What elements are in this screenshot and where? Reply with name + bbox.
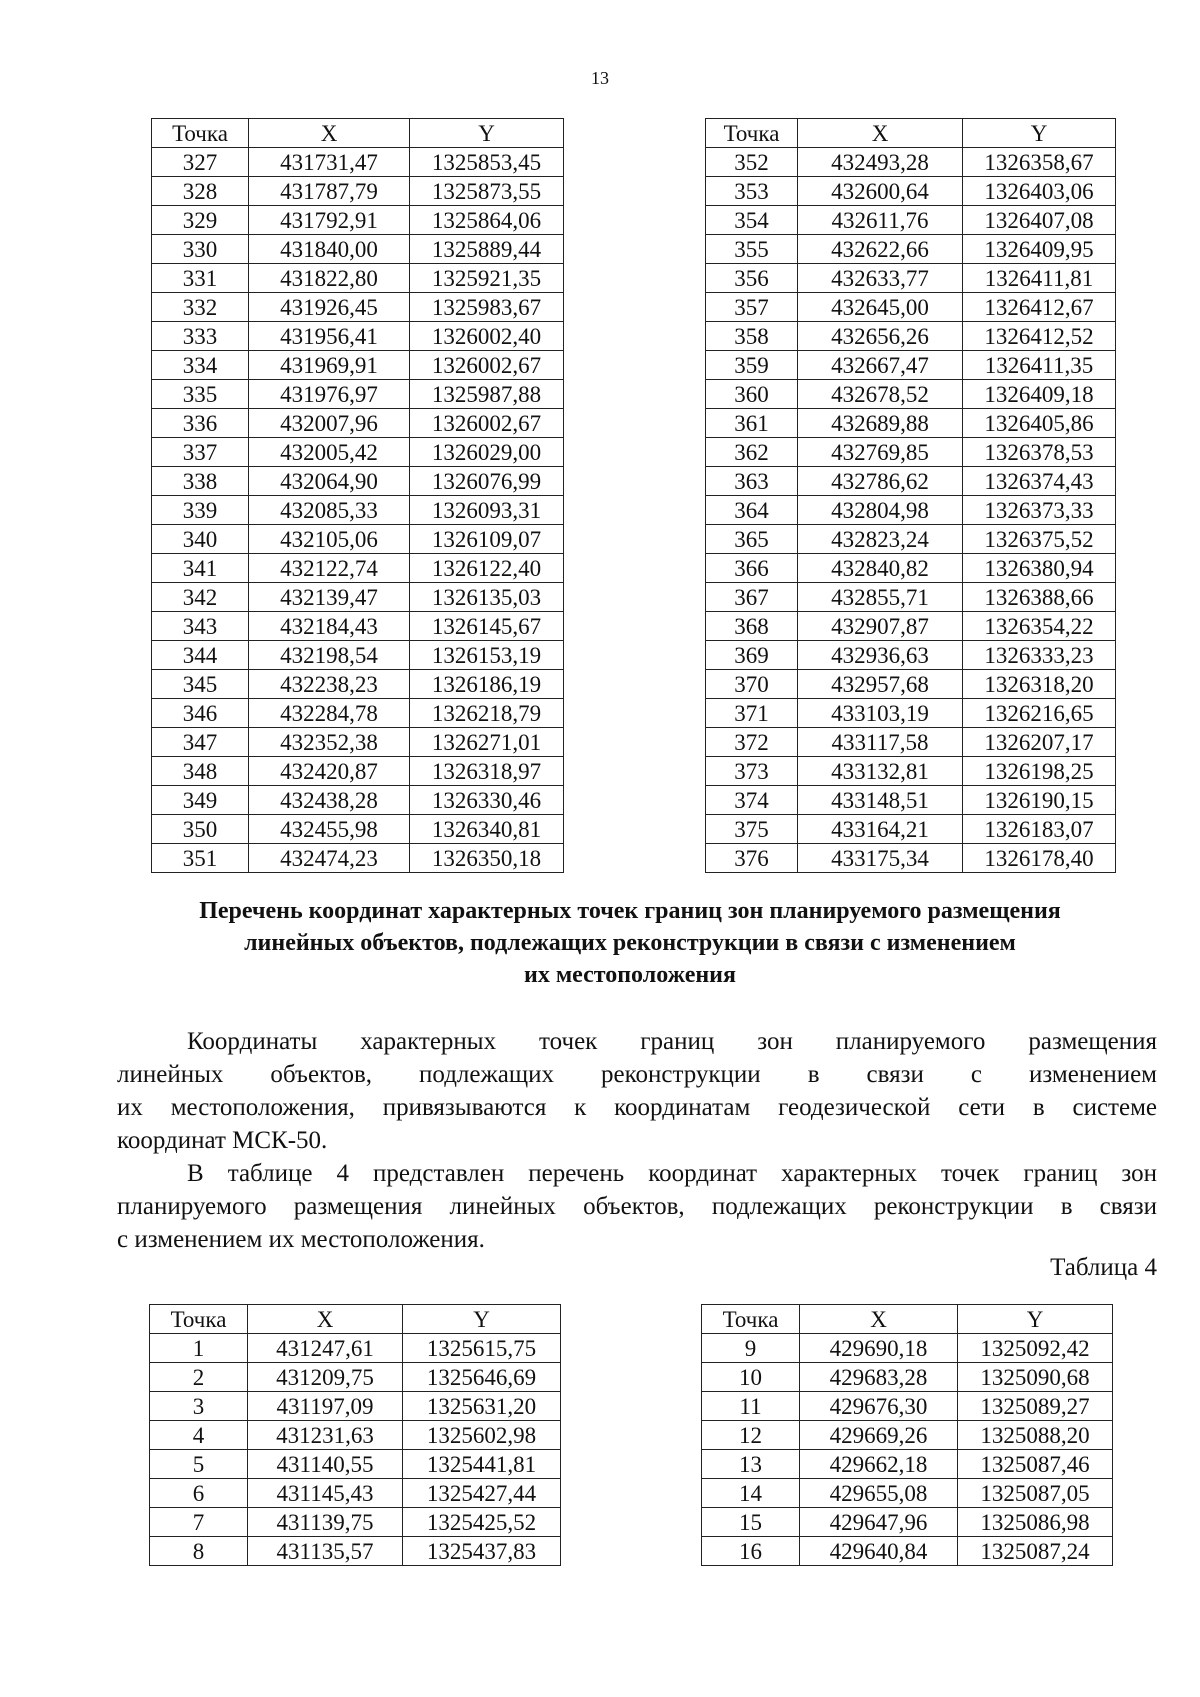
- y-cell: 1325864,06: [410, 206, 564, 235]
- point-cell: 333: [152, 322, 249, 351]
- y-cell: 1325089,27: [958, 1392, 1113, 1421]
- table-row: [152, 554, 564, 583]
- point-cell: 330: [152, 235, 249, 264]
- y-cell: 1326330,46: [410, 786, 564, 815]
- point-cell: 367: [706, 583, 798, 612]
- point-cell: 361: [706, 409, 798, 438]
- point-cell: 356: [706, 264, 798, 293]
- point-cell: 362: [706, 438, 798, 467]
- point-cell: 335: [152, 380, 249, 409]
- table-header-row: [150, 1305, 561, 1334]
- x-cell: 432007,96: [249, 409, 410, 438]
- paragraph-line: их местоположения, привязываются к координатам геодезической сети в системе: [117, 1094, 1157, 1121]
- table-row: [706, 177, 1116, 206]
- table-row: [706, 351, 1116, 380]
- y-header: Y: [410, 119, 564, 148]
- point-cell: 12: [702, 1421, 800, 1450]
- table-row: [706, 235, 1116, 264]
- y-cell: 1325086,98: [958, 1508, 1113, 1537]
- y-cell: 1326358,67: [963, 148, 1116, 177]
- point-cell: 343: [152, 612, 249, 641]
- paragraph-line: линейных объектов, подлежащих реконструкции в связи с изменением: [117, 1061, 1157, 1088]
- x-cell: 432420,87: [249, 757, 410, 786]
- x-cell: 431247,61: [248, 1334, 403, 1363]
- point-cell: 371: [706, 699, 798, 728]
- y-cell: 1326198,25: [963, 757, 1116, 786]
- point-cell: 16: [702, 1537, 800, 1566]
- section-heading: [100, 895, 1160, 991]
- y-cell: 1326076,99: [410, 467, 564, 496]
- y-cell: 1326411,35: [963, 351, 1116, 380]
- x-cell: 433132,81: [798, 757, 963, 786]
- y-cell: 1326271,01: [410, 728, 564, 757]
- heading-line: их местоположения: [523, 962, 736, 988]
- table-row: [702, 1363, 1113, 1392]
- x-cell: 433117,58: [798, 728, 963, 757]
- table-row: [702, 1392, 1113, 1421]
- table-row: [706, 612, 1116, 641]
- table-label: Таблица 4: [1050, 1254, 1157, 1281]
- point-cell: 10: [702, 1363, 800, 1392]
- table-row: [706, 264, 1116, 293]
- table-row: [702, 1421, 1113, 1450]
- y-cell: 1326412,67: [963, 293, 1116, 322]
- point-cell: 370: [706, 670, 798, 699]
- x-cell: 432840,82: [798, 554, 963, 583]
- x-cell: 432455,98: [249, 815, 410, 844]
- point-cell: 4: [150, 1421, 248, 1450]
- table-row: [152, 148, 564, 177]
- point-cell: 6: [150, 1479, 248, 1508]
- y-cell: 1326411,81: [963, 264, 1116, 293]
- table-row: [702, 1537, 1113, 1566]
- y-cell: 1326109,07: [410, 525, 564, 554]
- table-row: [702, 1479, 1113, 1508]
- x-cell: 432474,23: [249, 844, 410, 873]
- table-row: [152, 525, 564, 554]
- x-cell: 429662,18: [800, 1450, 958, 1479]
- heading-line: Перечень координат характерных точек границ зон планируемого размещения: [199, 898, 1061, 924]
- table-4-left: [149, 1304, 561, 1566]
- table-row: [150, 1537, 561, 1566]
- table-row: [706, 728, 1116, 757]
- y-cell: 1326409,18: [963, 380, 1116, 409]
- table-row: [152, 786, 564, 815]
- y-cell: 1326002,40: [410, 322, 564, 351]
- point-cell: 338: [152, 467, 249, 496]
- y-cell: 1326340,81: [410, 815, 564, 844]
- table-row: [152, 235, 564, 264]
- point-cell: 336: [152, 409, 249, 438]
- x-cell: 432284,78: [249, 699, 410, 728]
- y-cell: 1325427,44: [403, 1479, 561, 1508]
- y-cell: 1325646,69: [403, 1363, 561, 1392]
- table-row: [702, 1450, 1113, 1479]
- table-row: [152, 583, 564, 612]
- y-cell: 1326145,67: [410, 612, 564, 641]
- x-cell: 432855,71: [798, 583, 963, 612]
- x-cell: 429676,30: [800, 1392, 958, 1421]
- x-cell: 432656,26: [798, 322, 963, 351]
- table-row: [150, 1334, 561, 1363]
- table-row: [706, 467, 1116, 496]
- x-header: X: [248, 1305, 403, 1334]
- point-cell: 14: [702, 1479, 800, 1508]
- x-cell: 431956,41: [249, 322, 410, 351]
- x-cell: 431135,57: [248, 1537, 403, 1566]
- table-row: [152, 351, 564, 380]
- paragraph-line: координат МСК-50.: [117, 1127, 328, 1154]
- x-cell: 429647,96: [800, 1508, 958, 1537]
- x-cell: 433175,34: [798, 844, 963, 873]
- table-row: [152, 815, 564, 844]
- x-header: X: [798, 119, 963, 148]
- x-cell: 431969,91: [249, 351, 410, 380]
- point-cell: 350: [152, 815, 249, 844]
- table-row: [152, 206, 564, 235]
- point-cell: 355: [706, 235, 798, 264]
- table-row: [152, 496, 564, 525]
- y-cell: 1326354,22: [963, 612, 1116, 641]
- paragraph-line: Координаты характерных точек границ зон планируемого размещения: [187, 1028, 1157, 1055]
- point-cell: 5: [150, 1450, 248, 1479]
- point-cell: 374: [706, 786, 798, 815]
- point-cell: 368: [706, 612, 798, 641]
- x-cell: 432769,85: [798, 438, 963, 467]
- y-cell: 1325092,42: [958, 1334, 1113, 1363]
- x-cell: 432804,98: [798, 496, 963, 525]
- paragraph-1: [117, 1025, 1157, 1157]
- y-cell: 1326216,65: [963, 699, 1116, 728]
- x-cell: 432238,23: [249, 670, 410, 699]
- x-cell: 432122,74: [249, 554, 410, 583]
- y-cell: 1326122,40: [410, 554, 564, 583]
- table-row: [152, 641, 564, 670]
- table-row: [152, 844, 564, 873]
- table-row: [150, 1479, 561, 1508]
- table-row: [152, 409, 564, 438]
- table-row: [150, 1450, 561, 1479]
- point-cell: 2: [150, 1363, 248, 1392]
- table-row: [706, 757, 1116, 786]
- x-header: X: [249, 119, 410, 148]
- y-cell: 1326178,40: [963, 844, 1116, 873]
- x-cell: 431231,63: [248, 1421, 403, 1450]
- x-cell: 432823,24: [798, 525, 963, 554]
- y-cell: 1326029,00: [410, 438, 564, 467]
- table-row: [152, 177, 564, 206]
- x-cell: 432184,43: [249, 612, 410, 641]
- x-cell: 432786,62: [798, 467, 963, 496]
- x-cell: 432957,68: [798, 670, 963, 699]
- point-cell: 15: [702, 1508, 800, 1537]
- y-cell: 1325921,35: [410, 264, 564, 293]
- y-cell: 1326318,97: [410, 757, 564, 786]
- point-header: Точка: [152, 119, 249, 148]
- point-cell: 375: [706, 815, 798, 844]
- table-row: [152, 293, 564, 322]
- paragraph-line: В таблице 4 представлен перечень координат характерных точек границ зон: [187, 1160, 1157, 1187]
- point-cell: 353: [706, 177, 798, 206]
- point-cell: 345: [152, 670, 249, 699]
- x-cell: 432139,47: [249, 583, 410, 612]
- table-row: [152, 670, 564, 699]
- point-cell: 8: [150, 1537, 248, 1566]
- y-cell: 1326375,52: [963, 525, 1116, 554]
- y-cell: 1325425,52: [403, 1508, 561, 1537]
- x-cell: 432493,28: [798, 148, 963, 177]
- y-cell: 1326135,03: [410, 583, 564, 612]
- y-cell: 1326153,19: [410, 641, 564, 670]
- x-cell: 429690,18: [800, 1334, 958, 1363]
- table-row: [706, 148, 1116, 177]
- table-row: [706, 786, 1116, 815]
- table-header-row: [152, 119, 564, 148]
- y-cell: 1326333,23: [963, 641, 1116, 670]
- table-row: [706, 554, 1116, 583]
- paragraph-line: планируемого размещения линейных объектов, подлежащих реконструкции в связи: [117, 1193, 1157, 1220]
- coordinates-table-top-right: [705, 118, 1116, 873]
- point-cell: 373: [706, 757, 798, 786]
- y-cell: 1326183,07: [963, 815, 1116, 844]
- y-cell: 1325088,20: [958, 1421, 1113, 1450]
- table-row: [702, 1334, 1113, 1363]
- y-cell: 1326380,94: [963, 554, 1116, 583]
- y-cell: 1325602,98: [403, 1421, 561, 1450]
- point-cell: 339: [152, 496, 249, 525]
- y-cell: 1326409,95: [963, 235, 1116, 264]
- table-row: [706, 293, 1116, 322]
- point-cell: 352: [706, 148, 798, 177]
- point-cell: 341: [152, 554, 249, 583]
- x-cell: 431209,75: [248, 1363, 403, 1392]
- y-cell: 1326403,06: [963, 177, 1116, 206]
- page-number: 13: [591, 68, 609, 88]
- y-cell: 1326388,66: [963, 583, 1116, 612]
- y-cell: 1325087,24: [958, 1537, 1113, 1566]
- table-row: [706, 409, 1116, 438]
- point-header: Точка: [702, 1305, 800, 1334]
- x-cell: 432678,52: [798, 380, 963, 409]
- point-cell: 369: [706, 641, 798, 670]
- table-row: [150, 1421, 561, 1450]
- y-cell: 1325987,88: [410, 380, 564, 409]
- y-header: Y: [958, 1305, 1113, 1334]
- point-cell: 354: [706, 206, 798, 235]
- table-row: [152, 612, 564, 641]
- table-row: [152, 380, 564, 409]
- point-cell: 328: [152, 177, 249, 206]
- point-cell: 359: [706, 351, 798, 380]
- x-cell: 432005,42: [249, 438, 410, 467]
- table-row: [706, 380, 1116, 409]
- point-cell: 351: [152, 844, 249, 873]
- table-row: [152, 757, 564, 786]
- table-4-right: [701, 1304, 1113, 1566]
- point-cell: 344: [152, 641, 249, 670]
- x-cell: 429640,84: [800, 1537, 958, 1566]
- y-cell: 1325441,81: [403, 1450, 561, 1479]
- table-row: [706, 641, 1116, 670]
- y-cell: 1325615,75: [403, 1334, 561, 1363]
- table-row: [152, 264, 564, 293]
- table-header-row: [702, 1305, 1113, 1334]
- point-cell: 376: [706, 844, 798, 873]
- x-cell: 432085,33: [249, 496, 410, 525]
- table-row: [152, 467, 564, 496]
- y-cell: 1326207,17: [963, 728, 1116, 757]
- table-row: [150, 1392, 561, 1421]
- table-row: [706, 496, 1116, 525]
- y-cell: 1326373,33: [963, 496, 1116, 525]
- x-cell: 432438,28: [249, 786, 410, 815]
- table-row: [706, 583, 1116, 612]
- x-cell: 431840,00: [249, 235, 410, 264]
- table-row: [706, 206, 1116, 235]
- heading-line: линейных объектов, подлежащих реконструкции в связи с изменением: [244, 930, 1016, 956]
- x-cell: 432622,66: [798, 235, 963, 264]
- point-cell: 348: [152, 757, 249, 786]
- point-cell: 347: [152, 728, 249, 757]
- x-cell: 431197,09: [248, 1392, 403, 1421]
- table-row: [706, 670, 1116, 699]
- x-cell: 433164,21: [798, 815, 963, 844]
- point-cell: 13: [702, 1450, 800, 1479]
- paragraph-line: с изменением их местоположения.: [117, 1226, 485, 1253]
- x-cell: 431731,47: [249, 148, 410, 177]
- x-cell: 432352,38: [249, 728, 410, 757]
- x-cell: 432600,64: [798, 177, 963, 206]
- table-row: [706, 438, 1116, 467]
- x-cell: 432198,54: [249, 641, 410, 670]
- y-cell: 1325090,68: [958, 1363, 1113, 1392]
- y-cell: 1326350,18: [410, 844, 564, 873]
- point-cell: 357: [706, 293, 798, 322]
- table-header-row: [706, 119, 1116, 148]
- table-row: [702, 1508, 1113, 1537]
- point-cell: 331: [152, 264, 249, 293]
- x-cell: 429669,26: [800, 1421, 958, 1450]
- y-cell: 1325889,44: [410, 235, 564, 264]
- table-row: [706, 844, 1116, 873]
- x-cell: 432689,88: [798, 409, 963, 438]
- coordinates-table-top-left: [151, 118, 564, 873]
- point-cell: 346: [152, 699, 249, 728]
- y-cell: 1325087,46: [958, 1450, 1113, 1479]
- point-header: Точка: [706, 119, 798, 148]
- x-cell: 431145,43: [248, 1479, 403, 1508]
- y-cell: 1326218,79: [410, 699, 564, 728]
- y-cell: 1325853,45: [410, 148, 564, 177]
- x-cell: 432633,77: [798, 264, 963, 293]
- point-cell: 372: [706, 728, 798, 757]
- x-cell: 431976,97: [249, 380, 410, 409]
- point-cell: 1: [150, 1334, 248, 1363]
- point-cell: 342: [152, 583, 249, 612]
- table-row: [706, 525, 1116, 554]
- x-cell: 429655,08: [800, 1479, 958, 1508]
- point-cell: 363: [706, 467, 798, 496]
- point-cell: 366: [706, 554, 798, 583]
- x-cell: 431822,80: [249, 264, 410, 293]
- point-cell: 337: [152, 438, 249, 467]
- y-cell: 1326378,53: [963, 438, 1116, 467]
- table-row: [152, 699, 564, 728]
- paragraph-2: [117, 1157, 1157, 1256]
- point-cell: 11: [702, 1392, 800, 1421]
- table-row: [152, 438, 564, 467]
- point-cell: 327: [152, 148, 249, 177]
- y-cell: 1325631,20: [403, 1392, 561, 1421]
- table-row: [152, 728, 564, 757]
- y-cell: 1325873,55: [410, 177, 564, 206]
- y-cell: 1325087,05: [958, 1479, 1113, 1508]
- y-cell: 1326318,20: [963, 670, 1116, 699]
- x-cell: 433148,51: [798, 786, 963, 815]
- point-cell: 358: [706, 322, 798, 351]
- table-row: [152, 322, 564, 351]
- y-cell: 1326405,86: [963, 409, 1116, 438]
- x-cell: 431139,75: [248, 1508, 403, 1537]
- x-cell: 432105,06: [249, 525, 410, 554]
- table-row: [706, 322, 1116, 351]
- x-cell: 429683,28: [800, 1363, 958, 1392]
- y-cell: 1326374,43: [963, 467, 1116, 496]
- x-cell: 432064,90: [249, 467, 410, 496]
- x-cell: 433103,19: [798, 699, 963, 728]
- table-row: [706, 699, 1116, 728]
- point-cell: 364: [706, 496, 798, 525]
- point-cell: 332: [152, 293, 249, 322]
- point-header: Точка: [150, 1305, 248, 1334]
- y-cell: 1326002,67: [410, 409, 564, 438]
- point-cell: 3: [150, 1392, 248, 1421]
- table-row: [706, 815, 1116, 844]
- x-cell: 432907,87: [798, 612, 963, 641]
- table-row: [150, 1363, 561, 1392]
- point-cell: 334: [152, 351, 249, 380]
- x-cell: 431926,45: [249, 293, 410, 322]
- x-cell: 432645,00: [798, 293, 963, 322]
- x-cell: 432611,76: [798, 206, 963, 235]
- x-cell: 431792,91: [249, 206, 410, 235]
- table-row: [150, 1508, 561, 1537]
- x-cell: 431787,79: [249, 177, 410, 206]
- y-header: Y: [403, 1305, 561, 1334]
- y-cell: 1326407,08: [963, 206, 1116, 235]
- y-cell: 1326412,52: [963, 322, 1116, 351]
- x-cell: 432667,47: [798, 351, 963, 380]
- point-cell: 365: [706, 525, 798, 554]
- point-cell: 360: [706, 380, 798, 409]
- x-cell: 431140,55: [248, 1450, 403, 1479]
- point-cell: 349: [152, 786, 249, 815]
- point-cell: 7: [150, 1508, 248, 1537]
- y-cell: 1326002,67: [410, 351, 564, 380]
- y-cell: 1325437,83: [403, 1537, 561, 1566]
- y-cell: 1326190,15: [963, 786, 1116, 815]
- y-cell: 1326186,19: [410, 670, 564, 699]
- x-header: X: [800, 1305, 958, 1334]
- y-cell: 1326093,31: [410, 496, 564, 525]
- y-cell: 1325983,67: [410, 293, 564, 322]
- y-header: Y: [963, 119, 1116, 148]
- point-cell: 329: [152, 206, 249, 235]
- point-cell: 340: [152, 525, 249, 554]
- x-cell: 432936,63: [798, 641, 963, 670]
- point-cell: 9: [702, 1334, 800, 1363]
